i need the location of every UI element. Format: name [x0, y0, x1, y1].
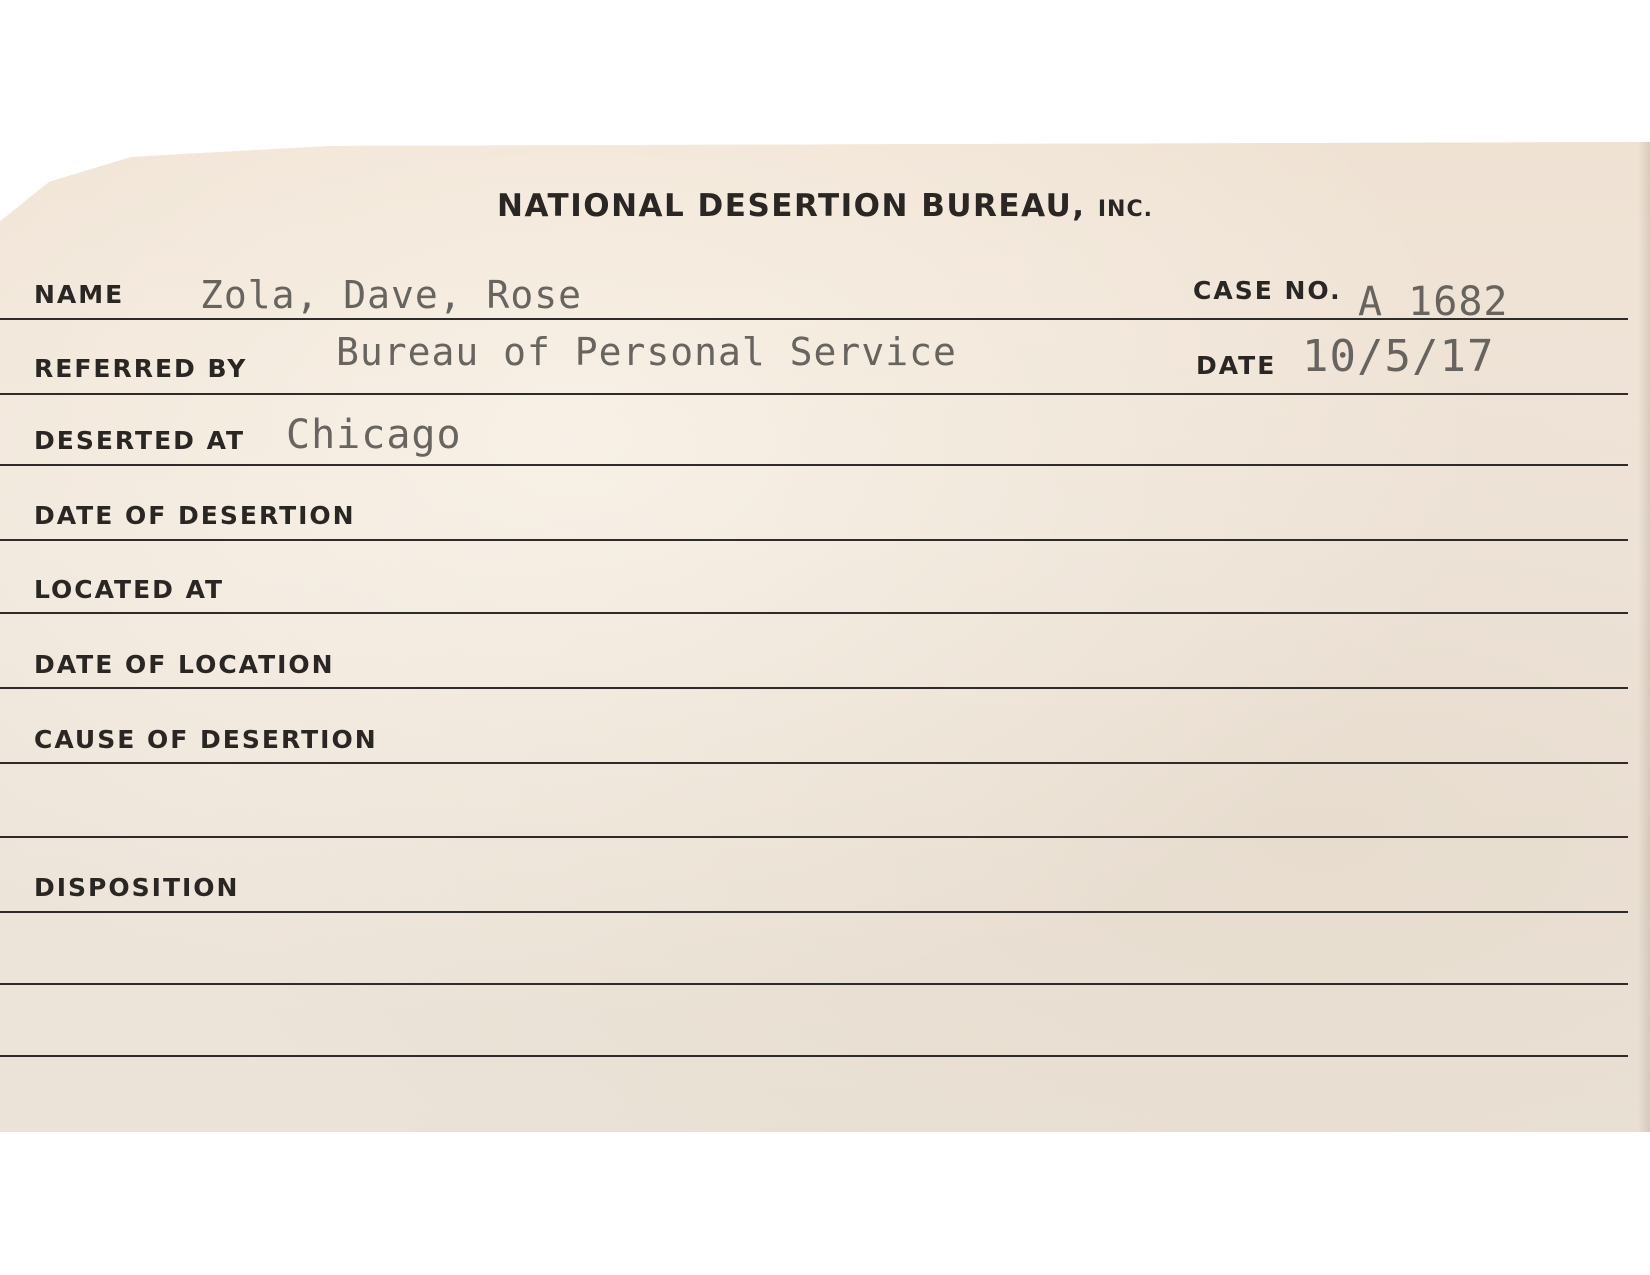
date-of-desertion-label: DATE OF DESERTION — [34, 501, 356, 530]
rule-date-of-desertion — [0, 539, 1628, 541]
rule-date-of-location — [0, 687, 1628, 689]
deserted-at-label: DESERTED AT — [34, 426, 246, 455]
card-title-main: NATIONAL DESERTION BUREAU, — [497, 188, 1086, 224]
card-title-inc: INC. — [1097, 197, 1153, 222]
referred-by-value: Bureau of Personal Service — [336, 330, 957, 374]
rule-disposition — [0, 911, 1628, 913]
case-no-label: CASE NO. — [1193, 276, 1342, 305]
rule-cause-of-desertion — [0, 762, 1628, 764]
rule-referred-by — [0, 393, 1628, 395]
card-title — [0, 188, 1650, 224]
deserted-at-value: Chicago — [286, 412, 462, 458]
name-value: Zola, Dave, Rose — [200, 273, 583, 317]
card-edge-shadow — [1638, 142, 1650, 1132]
case-no-value: A 1682 — [1358, 279, 1509, 325]
rule-deserted-at — [0, 464, 1628, 466]
date-label: DATE — [1196, 351, 1277, 380]
rule-blank-2 — [0, 983, 1628, 985]
name-label: NAME — [34, 280, 125, 309]
cause-of-desertion-label: CAUSE OF DESERTION — [34, 725, 378, 754]
located-at-label: LOCATED AT — [34, 575, 225, 604]
rule-blank-1 — [0, 836, 1628, 838]
disposition-label: DISPOSITION — [34, 873, 240, 902]
referred-by-label: REFERRED BY — [34, 354, 248, 383]
rule-located-at — [0, 612, 1628, 614]
date-value: 10/5/17 — [1302, 331, 1495, 382]
rule-name — [0, 318, 1628, 320]
rule-blank-3 — [0, 1055, 1628, 1057]
date-of-location-label: DATE OF LOCATION — [34, 650, 335, 679]
